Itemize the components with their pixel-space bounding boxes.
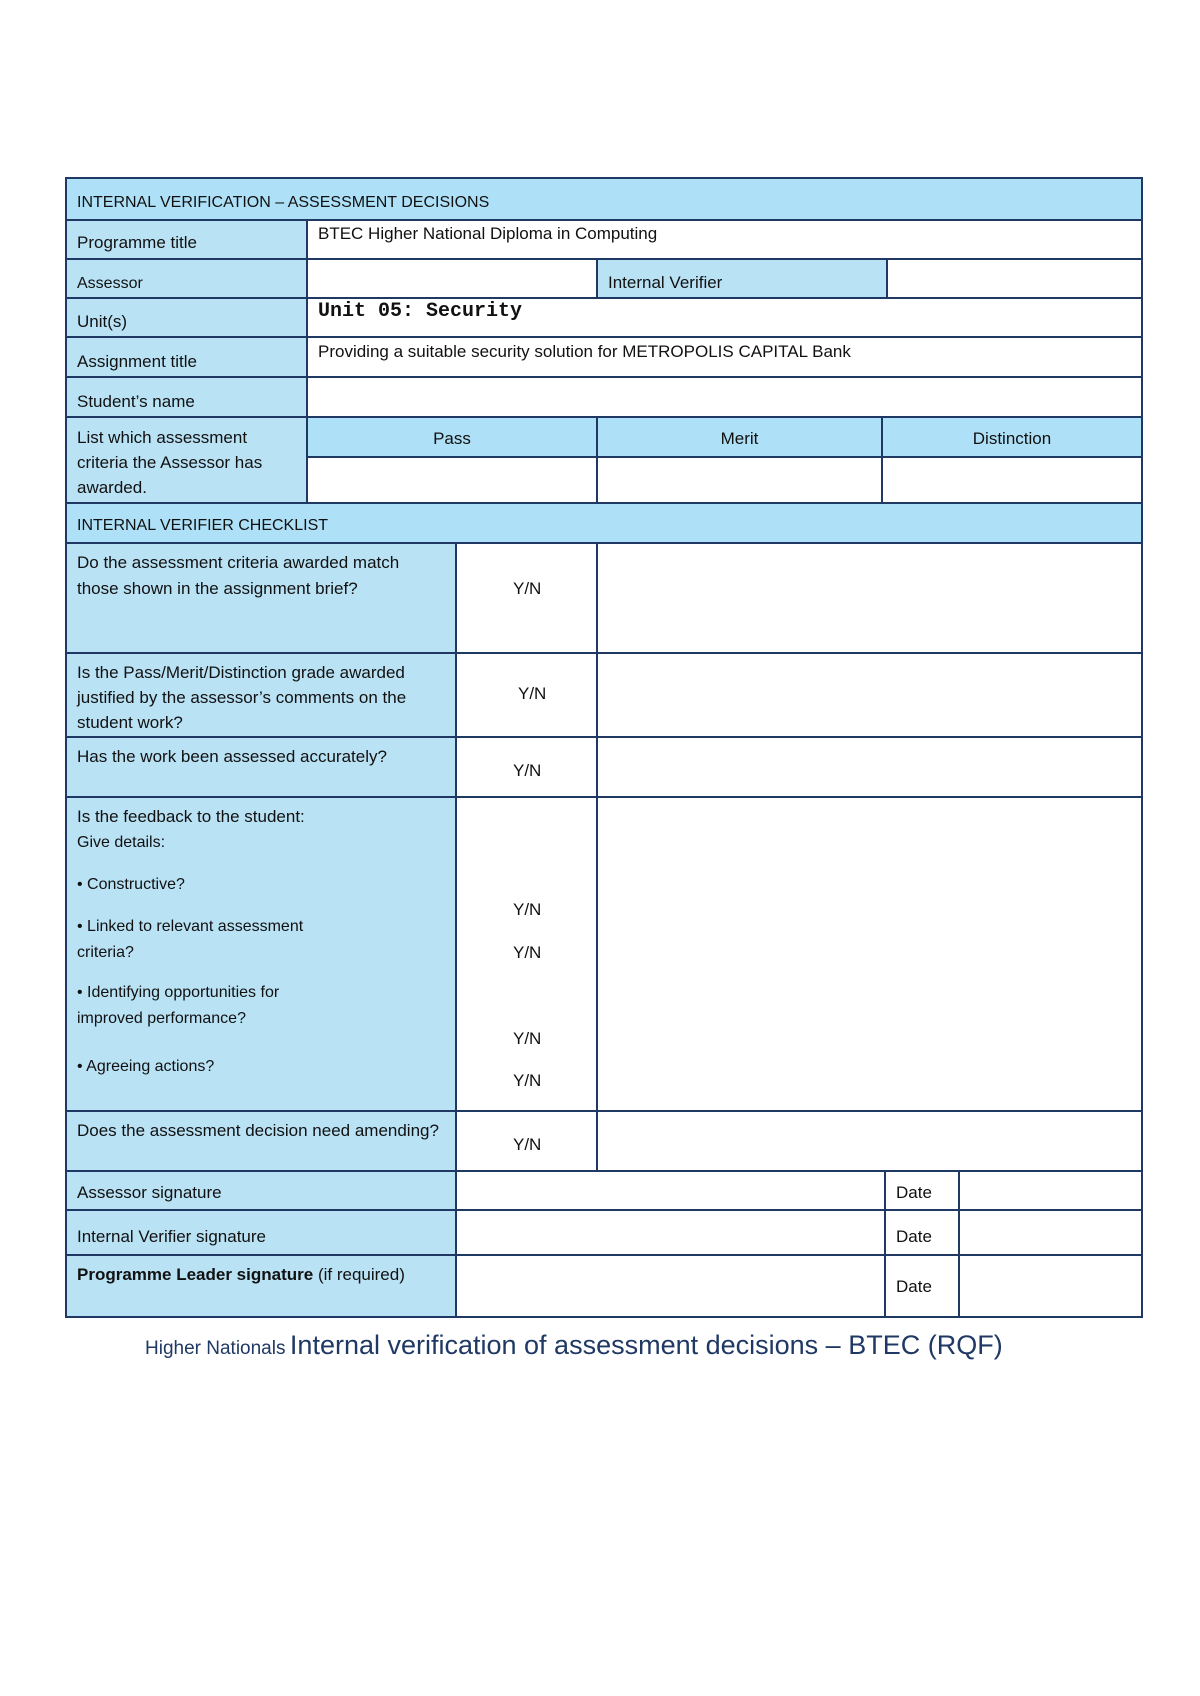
leader-date-label	[884, 1254, 960, 1318]
q4-yn-4: Y/N	[513, 1071, 542, 1090]
verifier-date-text: Date	[896, 1227, 932, 1246]
grade-header-merit	[596, 416, 883, 458]
assignment-title-label	[65, 336, 308, 378]
checklist-q2-label	[65, 652, 457, 738]
units-value-text: Unit 05: Security	[318, 300, 523, 323]
programme-title-value[interactable]	[306, 219, 1143, 260]
programme-title-value-text: BTEC Higher National Diploma in Computing	[318, 224, 658, 243]
assessor-label	[65, 258, 308, 299]
assessor-signature-text: Assessor signature	[77, 1183, 222, 1202]
checklist-q1-comments[interactable]	[596, 542, 1143, 654]
assessor-field[interactable]	[306, 258, 598, 299]
checklist-header	[65, 502, 1143, 544]
checklist-q5-text: Does the assessment decision need amending?	[77, 1121, 439, 1140]
checklist-q2-comments[interactable]	[596, 652, 1143, 738]
student-name-label	[65, 376, 308, 418]
form-header	[65, 177, 1143, 221]
units-label-text: Unit(s)	[77, 312, 128, 331]
programme-title-label-text: Programme title	[77, 233, 197, 252]
leader-date-field[interactable]	[958, 1254, 1143, 1318]
verifier-signature-text: Internal Verifier signature	[77, 1227, 266, 1246]
checklist-q4-bullet-1: • Constructive?	[77, 876, 185, 893]
assignment-title-value[interactable]	[306, 336, 1143, 378]
grade-header-distinction	[881, 416, 1143, 458]
checklist-q4-label	[65, 796, 457, 1112]
checklist-q5-yn[interactable]	[455, 1110, 598, 1172]
criteria-label	[65, 416, 308, 504]
checklist-q4-yn[interactable]	[455, 796, 598, 1112]
assessor-date-label	[884, 1170, 960, 1211]
internal-verifier-label-text: Internal Verifier	[608, 273, 723, 292]
checklist-q4-bullet-4: • Agreeing actions?	[77, 1058, 215, 1075]
leader-signature-note: (if required)	[317, 1265, 405, 1284]
checklist-q1-label	[65, 542, 457, 654]
grade-distinction-text: Distinction	[972, 429, 1052, 448]
q4-yn-1: Y/N	[513, 900, 542, 919]
checklist-header-text: INTERNAL VERIFIER CHECKLIST	[77, 517, 329, 534]
footer-caption-large: Internal verification of assessment decisions – BTEC (RQF)	[289, 1330, 1003, 1360]
checklist-q2-text: Is the Pass/Merit/Distinction grade awarded justified by the assessor’s comments on the student work?	[77, 663, 407, 732]
checklist-q2-yn[interactable]	[455, 652, 598, 738]
checklist-q4-title: Is the feedback to the student:	[77, 807, 305, 826]
internal-verifier-label	[596, 258, 888, 299]
q4-yn-3: Y/N	[513, 1029, 542, 1048]
programme-title-label	[65, 219, 308, 260]
student-name-field[interactable]	[306, 376, 1143, 418]
footer-caption	[145, 1330, 1003, 1361]
units-label	[65, 297, 308, 338]
assignment-title-value-text: Providing a suitable security solution for METROPOLIS CAPITAL Bank	[318, 342, 851, 361]
assessor-date-text: Date	[896, 1183, 932, 1202]
grade-merit-field[interactable]	[596, 456, 883, 504]
checklist-q4-bullet-2: • Linked to relevant assessment criteria?	[77, 918, 304, 961]
checklist-q3-comments[interactable]	[596, 736, 1143, 798]
q2-yn-text: Y/N	[518, 684, 547, 703]
form-header-text: INTERNAL VERIFICATION – ASSESSMENT DECISIONS	[77, 194, 490, 211]
q3-yn-text: Y/N	[513, 761, 542, 780]
student-name-label-text: Student’s name	[77, 392, 195, 411]
criteria-label-text: List which assessment criteria the Assessor has awarded.	[77, 428, 263, 497]
checklist-q5-label	[65, 1110, 457, 1172]
assessor-signature-label	[65, 1170, 457, 1211]
checklist-q4-bullet-3: • Identifying opportunities for improved performance?	[77, 984, 280, 1027]
checklist-q4-sub: Give details:	[77, 834, 166, 851]
units-value[interactable]	[306, 297, 1143, 338]
assignment-title-label-text: Assignment title	[77, 352, 197, 371]
verifier-date-label	[884, 1209, 960, 1256]
verifier-date-field[interactable]	[958, 1209, 1143, 1256]
q1-yn-text: Y/N	[513, 579, 542, 598]
checklist-q4-comments[interactable]	[596, 796, 1143, 1112]
q4-yn-2: Y/N	[513, 943, 542, 962]
grade-pass-text: Pass	[433, 429, 471, 448]
leader-date-text: Date	[896, 1277, 932, 1296]
leader-signature-text: Programme Leader signature	[77, 1265, 314, 1284]
grade-pass-field[interactable]	[306, 456, 598, 504]
checklist-q1-yn[interactable]	[455, 542, 598, 654]
checklist-q3-yn[interactable]	[455, 736, 598, 798]
internal-verifier-field[interactable]	[886, 258, 1143, 299]
assessor-date-field[interactable]	[958, 1170, 1143, 1211]
grade-merit-text: Merit	[720, 429, 759, 448]
checklist-q5-comments[interactable]	[596, 1110, 1143, 1172]
leader-signature-field[interactable]	[455, 1254, 886, 1318]
grade-header-pass	[306, 416, 598, 458]
grade-distinction-field[interactable]	[881, 456, 1143, 504]
q5-yn-text: Y/N	[513, 1135, 542, 1154]
checklist-q3-text: Has the work been assessed accurately?	[77, 747, 387, 766]
assessor-label-text: Assessor	[77, 275, 143, 292]
checklist-q1-text: Do the assessment criteria awarded match those shown in the assignment brief?	[77, 553, 400, 598]
verifier-signature-label	[65, 1209, 457, 1256]
leader-signature-label	[65, 1254, 457, 1318]
footer-caption-small: Higher Nationals	[145, 1338, 286, 1359]
checklist-q3-label	[65, 736, 457, 798]
assessor-signature-field[interactable]	[455, 1170, 886, 1211]
verifier-signature-field[interactable]	[455, 1209, 886, 1256]
